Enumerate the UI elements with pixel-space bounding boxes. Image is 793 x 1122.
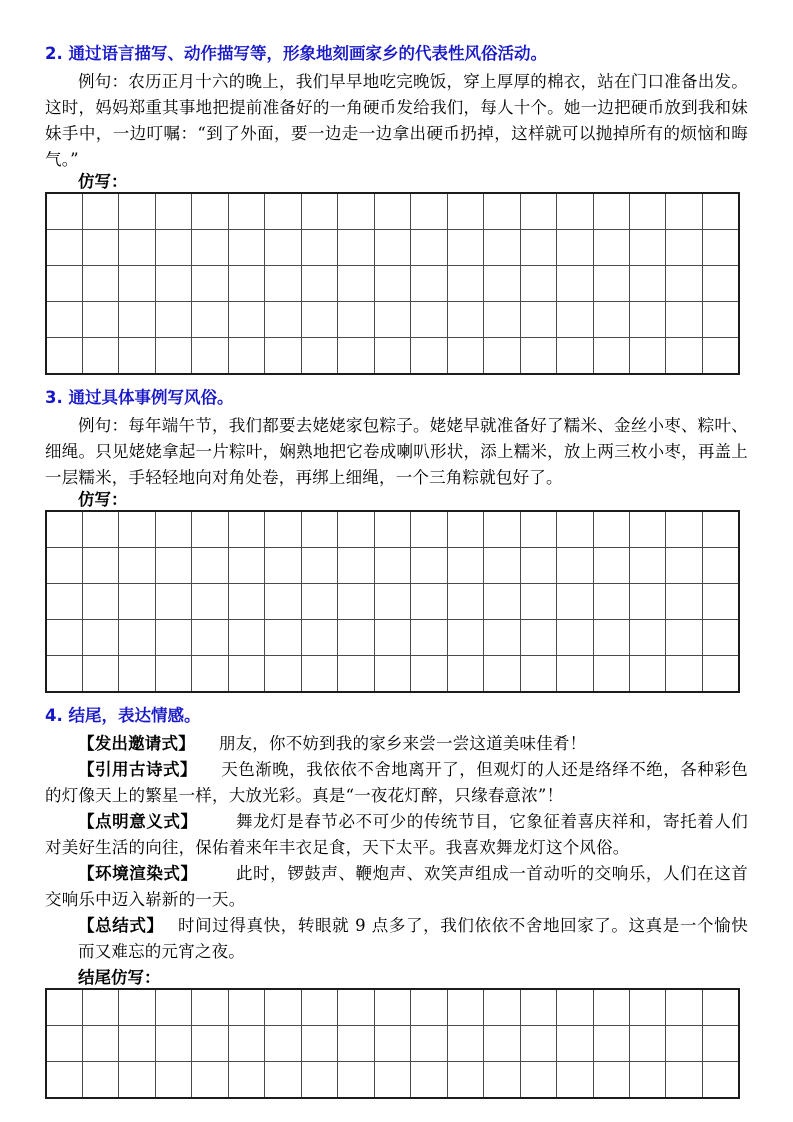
grid-cell <box>702 230 739 266</box>
grid-cell <box>228 302 264 338</box>
grid-cell <box>155 338 191 375</box>
grid-cell <box>593 548 629 584</box>
ending-text: 天色渐晚，我依依不舍地离开了，但观灯的人还是络绎不绝，各种彩色的灯像天上的繁星一样，大放光彩。真是“一夜花灯醉，只缘春意浓”！ <box>45 760 748 805</box>
grid-cell <box>228 1026 264 1062</box>
grid-cell <box>484 620 520 656</box>
grid-cell <box>630 1062 666 1099</box>
grid-cell <box>46 548 82 584</box>
grid-cell <box>520 302 556 338</box>
grid-cell <box>265 1026 301 1062</box>
grid-cell <box>484 230 520 266</box>
grid-cell <box>228 511 264 548</box>
grid-cell <box>447 1062 483 1099</box>
grid-cell <box>338 266 374 302</box>
grid-cell <box>82 338 118 375</box>
grid-cell <box>46 230 82 266</box>
grid-cell <box>228 548 264 584</box>
grid-cell <box>374 302 410 338</box>
grid-cell <box>192 511 228 548</box>
grid-cell <box>192 193 228 230</box>
grid-cell <box>557 989 593 1026</box>
grid-row <box>46 1026 739 1062</box>
grid-cell <box>520 656 556 693</box>
grid-cell <box>46 193 82 230</box>
grid-cell <box>593 338 629 375</box>
section-heading: 3. 通过具体事例写风俗。 <box>45 388 234 407</box>
grid-cell <box>666 656 702 693</box>
grid-cell <box>82 584 118 620</box>
grid-cell <box>82 266 118 302</box>
grid-cell <box>228 989 264 1026</box>
grid-cell <box>411 656 447 693</box>
grid-cell <box>593 230 629 266</box>
grid-cell <box>119 511 155 548</box>
grid-cell <box>484 511 520 548</box>
grid-cell <box>155 230 191 266</box>
grid-cell <box>411 989 447 1026</box>
grid-cell <box>593 656 629 693</box>
grid-cell <box>630 1026 666 1062</box>
grid-row <box>46 230 739 266</box>
grid-cell <box>119 1026 155 1062</box>
grid-cell <box>484 656 520 693</box>
grid-cell <box>338 989 374 1026</box>
grid-cell <box>520 338 556 375</box>
grid-cell <box>520 620 556 656</box>
grid-cell <box>301 584 337 620</box>
grid-cell <box>411 302 447 338</box>
grid-cell <box>447 989 483 1026</box>
grid-cell <box>46 584 82 620</box>
grid-cell <box>702 584 739 620</box>
grid-cell <box>155 193 191 230</box>
grid-cell <box>119 338 155 375</box>
grid-cell <box>702 656 739 693</box>
grid-cell <box>447 548 483 584</box>
grid-cell <box>338 584 374 620</box>
grid-cell <box>702 1062 739 1099</box>
grid-cell <box>265 302 301 338</box>
grid-cell <box>119 302 155 338</box>
grid-cell <box>46 302 82 338</box>
grid-cell <box>520 989 556 1026</box>
section-dialogue-action-description <box>45 43 748 375</box>
section-concrete-example <box>45 387 748 693</box>
grid-cell <box>265 989 301 1026</box>
grid-row <box>46 620 739 656</box>
grid-cell <box>192 338 228 375</box>
grid-cell <box>192 266 228 302</box>
grid-cell <box>411 1026 447 1062</box>
section-ending-emotion <box>45 705 748 1099</box>
grid-cell <box>630 620 666 656</box>
grid-cell <box>666 1026 702 1062</box>
grid-cell <box>82 511 118 548</box>
grid-cell <box>630 338 666 375</box>
grid-cell <box>520 1062 556 1099</box>
grid-cell <box>520 511 556 548</box>
grid-cell <box>301 230 337 266</box>
ending-text: 舞龙灯是春节必不可少的传统节目，它象征着喜庆祥和，寄托着人们对美好生活的向往，保佑着来年丰衣足食，天下太平。我喜欢舞龙灯这个风俗。 <box>45 812 749 857</box>
grid-cell <box>46 989 82 1026</box>
grid-cell <box>265 1062 301 1099</box>
grid-cell <box>119 230 155 266</box>
grid-cell <box>192 230 228 266</box>
grid-cell <box>557 266 593 302</box>
grid-cell <box>155 584 191 620</box>
grid-cell <box>374 1026 410 1062</box>
grid-cell <box>82 1062 118 1099</box>
grid-cell <box>411 584 447 620</box>
grid-cell <box>265 656 301 693</box>
grid-cell <box>374 548 410 584</box>
grid-cell <box>484 302 520 338</box>
grid-cell <box>630 548 666 584</box>
grid-cell <box>557 656 593 693</box>
grid-cell <box>630 193 666 230</box>
grid-cell <box>666 511 702 548</box>
ending-quote-poem <box>45 757 748 809</box>
grid-cell <box>411 266 447 302</box>
grid-cell <box>265 511 301 548</box>
grid-cell <box>338 302 374 338</box>
grid-cell <box>666 230 702 266</box>
grid-cell <box>666 193 702 230</box>
writing-grid-table <box>45 510 740 693</box>
grid-cell <box>338 511 374 548</box>
grid-cell <box>82 656 118 693</box>
grid-cell <box>301 302 337 338</box>
ending-label: 【引用古诗式】 <box>78 760 197 779</box>
grid-cell <box>301 548 337 584</box>
grid-cell <box>46 338 82 375</box>
grid-cell <box>265 266 301 302</box>
grid-cell <box>666 548 702 584</box>
grid-cell <box>374 230 410 266</box>
grid-cell <box>119 620 155 656</box>
grid-row <box>46 511 739 548</box>
practice-label: 仿写： <box>78 172 128 191</box>
grid-row <box>46 548 739 584</box>
grid-cell <box>702 511 739 548</box>
grid-cell <box>666 302 702 338</box>
grid-row <box>46 266 739 302</box>
grid-cell <box>119 1062 155 1099</box>
grid-cell <box>666 1062 702 1099</box>
grid-cell <box>411 193 447 230</box>
grid-cell <box>557 548 593 584</box>
grid-cell <box>228 338 264 375</box>
grid-cell <box>593 511 629 548</box>
grid-cell <box>666 620 702 656</box>
grid-cell <box>265 338 301 375</box>
grid-cell <box>119 584 155 620</box>
grid-cell <box>593 584 629 620</box>
grid-row <box>46 302 739 338</box>
grid-cell <box>447 620 483 656</box>
grid-cell <box>155 620 191 656</box>
grid-cell <box>192 584 228 620</box>
practice-label: 仿写： <box>78 490 128 509</box>
grid-cell <box>447 656 483 693</box>
grid-cell <box>228 584 264 620</box>
grid-cell <box>192 656 228 693</box>
grid-cell <box>702 302 739 338</box>
grid-cell <box>447 338 483 375</box>
grid-cell <box>374 656 410 693</box>
grid-cell <box>447 584 483 620</box>
grid-cell <box>374 989 410 1026</box>
grid-cell <box>265 230 301 266</box>
grid-cell <box>82 548 118 584</box>
grid-cell <box>265 193 301 230</box>
grid-cell <box>702 193 739 230</box>
grid-row <box>46 338 739 375</box>
grid-cell <box>155 511 191 548</box>
grid-cell <box>593 302 629 338</box>
grid-cell <box>447 230 483 266</box>
grid-cell <box>520 548 556 584</box>
section-heading: 2. 通过语言描写、动作描写等，形象地刻画家乡的代表性风俗活动。 <box>45 44 547 63</box>
grid-cell <box>265 620 301 656</box>
ending-text: 朋友，你不妨到我的家乡来尝一尝这道美味佳肴！ <box>218 734 587 753</box>
grid-row <box>46 193 739 230</box>
grid-cell <box>593 1062 629 1099</box>
ending-invitation <box>45 731 748 757</box>
grid-cell <box>702 620 739 656</box>
grid-cell <box>338 620 374 656</box>
grid-cell <box>484 338 520 375</box>
grid-cell <box>447 1026 483 1062</box>
grid-cell <box>155 1062 191 1099</box>
grid-cell <box>119 266 155 302</box>
ending-label: 【点明意义式】 <box>78 812 198 831</box>
grid-cell <box>82 230 118 266</box>
grid-cell <box>557 338 593 375</box>
grid-cell <box>338 548 374 584</box>
grid-cell <box>338 338 374 375</box>
grid-cell <box>702 548 739 584</box>
grid-cell <box>192 989 228 1026</box>
grid-cell <box>411 548 447 584</box>
grid-cell <box>338 230 374 266</box>
grid-cell <box>666 584 702 620</box>
grid-cell <box>46 1026 82 1062</box>
grid-cell <box>593 1026 629 1062</box>
grid-cell <box>301 620 337 656</box>
ending-text: 此时，锣鼓声、鞭炮声、欢笑声组成一首动听的交响乐，人们在这首交响乐中迈入崭新的一天。 <box>45 864 749 909</box>
grid-cell <box>82 302 118 338</box>
grid-cell <box>374 266 410 302</box>
grid-cell <box>411 620 447 656</box>
ending-environment-render <box>45 861 748 913</box>
grid-cell <box>228 266 264 302</box>
example-paragraph: 例句：每年端午节，我们都要去姥姥家包粽子。姥姥早就准备好了糯米、金丝小枣、粽叶、细绳。只见姥姥拿起一片粽叶，娴熟地把它卷成喇叭形状，添上糯米，放上两三枚小枣，再盖上一层糯米，手轻轻地向对角处卷，再绑上细绳，一个三角粽就包好了。 <box>45 416 748 487</box>
grid-cell <box>411 511 447 548</box>
grid-cell <box>338 1062 374 1099</box>
ending-text: 时间过得真快，转眼就 9 点多了，我们依依不舍地回家了。这真是一个愉快而又难忘的元宵之夜。 <box>78 916 748 961</box>
grid-cell <box>119 656 155 693</box>
grid-cell <box>301 656 337 693</box>
grid-cell <box>338 1026 374 1062</box>
grid-cell <box>192 302 228 338</box>
grid-cell <box>484 266 520 302</box>
ending-label: 【环境渲染式】 <box>78 864 198 883</box>
grid-cell <box>557 193 593 230</box>
grid-cell <box>119 548 155 584</box>
grid-cell <box>520 193 556 230</box>
grid-cell <box>666 266 702 302</box>
grid-cell <box>155 302 191 338</box>
grid-cell <box>155 548 191 584</box>
grid-cell <box>630 584 666 620</box>
grid-cell <box>630 266 666 302</box>
grid-row <box>46 1062 739 1099</box>
grid-cell <box>630 989 666 1026</box>
writing-grid-section2 <box>45 192 748 375</box>
grid-cell <box>520 584 556 620</box>
grid-cell <box>338 656 374 693</box>
grid-cell <box>557 511 593 548</box>
grid-cell <box>557 1062 593 1099</box>
grid-cell <box>301 338 337 375</box>
grid-cell <box>228 1062 264 1099</box>
grid-cell <box>46 266 82 302</box>
section-heading: 4. 结尾，表达情感。 <box>45 706 201 725</box>
ending-label: 【发出邀请式】 <box>78 734 195 753</box>
grid-cell <box>630 656 666 693</box>
grid-cell <box>593 989 629 1026</box>
grid-cell <box>192 620 228 656</box>
grid-cell <box>447 302 483 338</box>
writing-grid-table <box>45 192 740 375</box>
ending-point-meaning <box>45 809 748 861</box>
grid-cell <box>82 620 118 656</box>
grid-cell <box>228 230 264 266</box>
grid-cell <box>557 1026 593 1062</box>
grid-cell <box>630 511 666 548</box>
grid-cell <box>702 338 739 375</box>
grid-cell <box>192 1026 228 1062</box>
grid-cell <box>520 266 556 302</box>
grid-cell <box>155 656 191 693</box>
grid-cell <box>228 656 264 693</box>
grid-cell <box>374 1062 410 1099</box>
grid-cell <box>484 548 520 584</box>
grid-cell <box>82 193 118 230</box>
grid-cell <box>228 620 264 656</box>
writing-grid-table <box>45 988 740 1099</box>
grid-cell <box>374 620 410 656</box>
grid-cell <box>666 338 702 375</box>
writing-grid-ending <box>45 988 748 1099</box>
grid-cell <box>192 1062 228 1099</box>
grid-cell <box>192 548 228 584</box>
grid-cell <box>46 656 82 693</box>
grid-cell <box>666 989 702 1026</box>
writing-grid-section3 <box>45 510 748 693</box>
grid-cell <box>702 1026 739 1062</box>
grid-cell <box>228 193 264 230</box>
grid-cell <box>411 338 447 375</box>
grid-cell <box>593 620 629 656</box>
grid-cell <box>447 266 483 302</box>
grid-cell <box>447 193 483 230</box>
grid-cell <box>119 989 155 1026</box>
grid-cell <box>447 511 483 548</box>
grid-cell <box>265 584 301 620</box>
grid-cell <box>484 584 520 620</box>
grid-cell <box>374 338 410 375</box>
ending-label: 【总结式】 <box>78 916 164 935</box>
grid-cell <box>630 302 666 338</box>
grid-cell <box>155 266 191 302</box>
grid-cell <box>593 266 629 302</box>
grid-cell <box>301 193 337 230</box>
grid-cell <box>82 989 118 1026</box>
grid-cell <box>411 230 447 266</box>
grid-cell <box>46 511 82 548</box>
grid-cell <box>338 193 374 230</box>
grid-cell <box>301 989 337 1026</box>
grid-cell <box>119 193 155 230</box>
grid-cell <box>46 620 82 656</box>
grid-cell <box>301 1026 337 1062</box>
grid-cell <box>630 230 666 266</box>
grid-cell <box>301 266 337 302</box>
grid-cell <box>155 989 191 1026</box>
grid-row <box>46 656 739 693</box>
grid-cell <box>374 584 410 620</box>
grid-row <box>46 584 739 620</box>
grid-cell <box>702 989 739 1026</box>
grid-cell <box>557 302 593 338</box>
grid-cell <box>374 511 410 548</box>
grid-row <box>46 989 739 1026</box>
grid-cell <box>557 584 593 620</box>
grid-cell <box>484 989 520 1026</box>
grid-cell <box>301 511 337 548</box>
grid-cell <box>557 230 593 266</box>
ending-summary <box>45 913 748 965</box>
grid-cell <box>484 193 520 230</box>
grid-cell <box>265 548 301 584</box>
grid-cell <box>702 266 739 302</box>
grid-cell <box>411 1062 447 1099</box>
grid-cell <box>155 1026 191 1062</box>
grid-cell <box>484 1026 520 1062</box>
grid-cell <box>46 1062 82 1099</box>
grid-cell <box>520 230 556 266</box>
ending-practice-label: 结尾仿写： <box>78 968 161 987</box>
grid-cell <box>484 1062 520 1099</box>
grid-cell <box>82 1026 118 1062</box>
example-paragraph: 例句：农历正月十六的晚上，我们早早地吃完晚饭，穿上厚厚的棉衣，站在门口准备出发。这时，妈妈郑重其事地把提前准备好的一角硬币发给我们，每人十个。她一边把硬币放到我和妹妹手中，一边叮嘱：“到了外面，要一边走一边拿出硬币扔掉，这样就可以抛掉所有的烦恼和晦气。” <box>45 72 748 169</box>
grid-cell <box>557 620 593 656</box>
grid-cell <box>520 1026 556 1062</box>
grid-cell <box>593 193 629 230</box>
grid-cell <box>374 193 410 230</box>
grid-cell <box>301 1062 337 1099</box>
